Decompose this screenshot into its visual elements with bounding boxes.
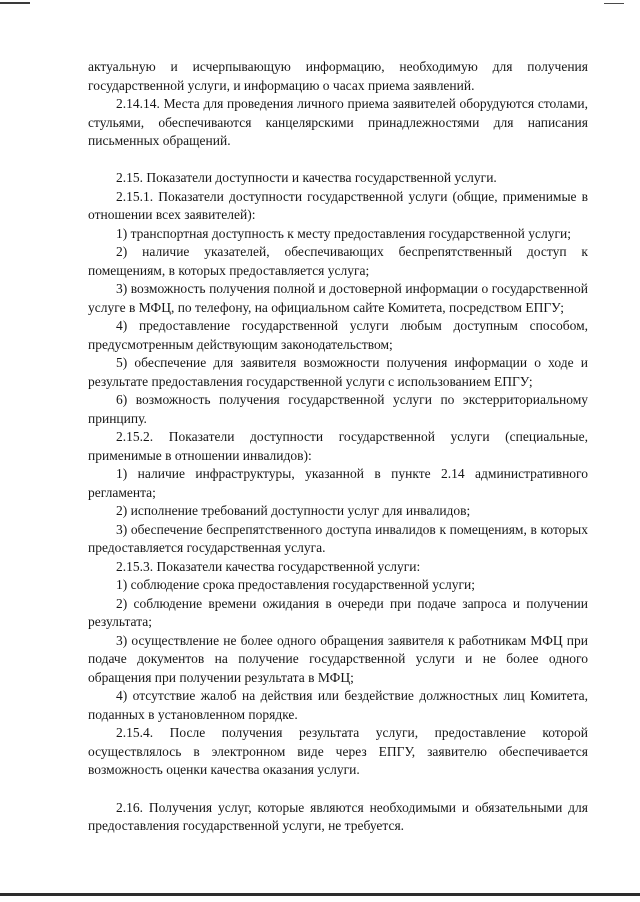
paragraph: 2.15.4. После получения результата услуги, предоставление которой осуществлялось в электронном виде через ЕПГУ, заявителю обеспечивается возможность оценки качества оказания услуги. [88,725,588,777]
list-item: 1) транспортная доступность к месту предоставления государственной услуги; [116,225,571,241]
list-item: 3) осуществление не более одного обращения заявителя к работникам МФЦ при подаче документов на получение государственной услуги и не более одного обращения при получении результата в МФЦ; [88,632,588,685]
list-item: 1) наличие инфраструктуры, указанной в пункте 2.14 административного регламента; [88,466,588,500]
paragraph: 2.15.1. Показатели доступности государственной услуги (общие, применимые в отношении всех заявителей): [88,188,588,222]
list-item: 4) предоставление государственной услуги любым доступным способом, предусмотренным действующим законодательством; [88,318,588,352]
scan-edge-mark [604,3,624,4]
scan-edge-mark [0,893,640,896]
scan-edge-mark [0,2,30,4]
list-item: 3) возможность получения полной и достоверной информации о государственной услуге в МФЦ, по телефону, на официальном сайте Комитета, посредством ЕПГУ; [88,281,588,315]
list-item: 2) исполнение требований доступности услуг для инвалидов; [116,503,471,518]
list-item: 3) обеспечение беспрепятственного доступа инвалидов к помещениям, в которых предоставляется государственная услуга. [88,521,588,555]
list-item: 5) обеспечение для заявителя возможности получения информации о ходе и результате предоставления государственной услуги с использованием ЕПГУ; [88,355,588,389]
list-item: 4) отсутствие жалоб на действия или бездействие должностных лиц Комитета, поданных в установленном порядке. [88,688,588,722]
section-heading: 2.15. Показатели доступности и качества государственной услуги. [116,170,497,185]
list-item: 1) соблюдение срока предоставления государственной услуги; [116,577,476,592]
list-item: 6) возможность получения государственной услуги по экстерриториальному принципу. [88,392,588,426]
section-heading: 2.16. Получения услуг, которые являются необходимыми и обязательными для предоставления государственной услуги, не требуется. [88,799,588,833]
paragraph: 2.14.14. Места для проведения личного приема заявителей оборудуются столами, стульями, обеспечиваются канцелярскими принадлежностями для написания письменных обращений. [88,96,588,148]
list-item: 2) соблюдение времени ожидания в очереди при подаче запроса и получении результата; [88,595,588,629]
document-page [88,58,588,836]
paragraph: актуальную и исчерпывающую информацию, необходимую для получения государственной услуги, и информацию о часах приема заявлений. [88,59,588,93]
paragraph: 2.15.3. Показатели качества государственной услуги: [116,558,421,574]
list-item: 2) наличие указателей, обеспечивающих беспрепятственный доступ к помещениям, в которых предоставляется услуга; [88,244,588,278]
paragraph: 2.15.2. Показатели доступности государственной услуги (специальные, применимые в отношении инвалидов): [88,429,588,463]
